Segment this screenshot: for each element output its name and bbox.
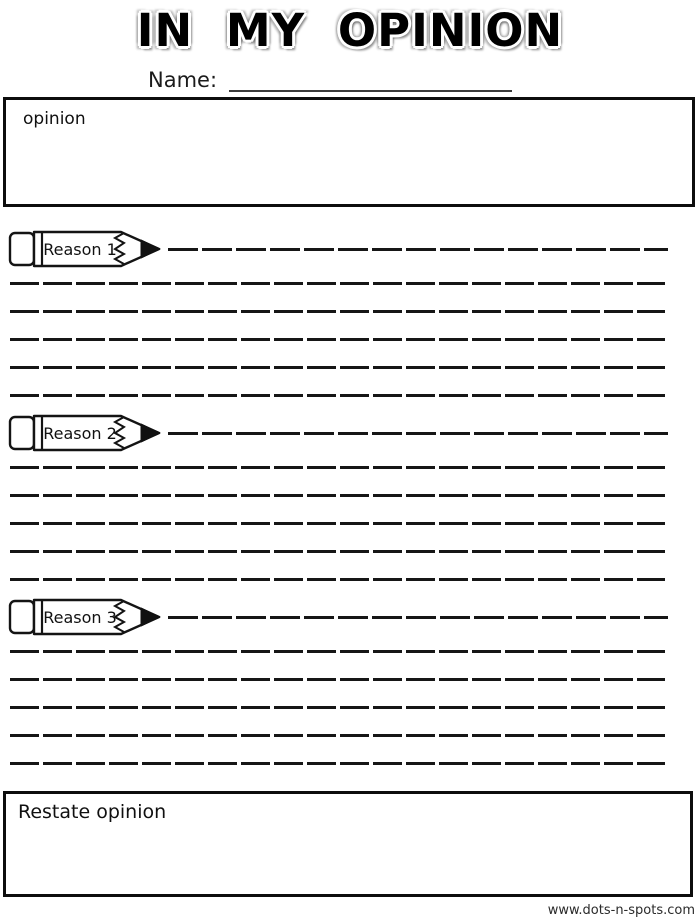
- pencil-icon: [8, 229, 162, 269]
- writing-line[interactable]: [10, 678, 665, 681]
- writing-line[interactable]: [10, 550, 665, 553]
- reason-section: [0, 597, 700, 765]
- writing-line[interactable]: [10, 466, 665, 469]
- writing-line[interactable]: [10, 706, 665, 709]
- reason-label: Reason 1: [43, 240, 117, 259]
- writing-lines: [0, 282, 700, 397]
- name-input-line[interactable]: [229, 66, 512, 92]
- reason-sections: [0, 229, 700, 765]
- reason-header: [8, 229, 700, 269]
- writing-line[interactable]: [10, 650, 665, 653]
- reason-label: Reason 3: [43, 608, 117, 627]
- writing-line[interactable]: [10, 734, 665, 737]
- reason-header-line[interactable]: [168, 248, 668, 251]
- writing-lines: [0, 650, 700, 765]
- reason-section: [0, 229, 700, 397]
- name-row: [148, 60, 700, 92]
- page-title: IN MY OPINION: [136, 4, 564, 57]
- pencil-icon: [8, 413, 162, 453]
- watermark-url: www.dots-n-spots.com: [547, 903, 695, 918]
- reason-label: Reason 2: [43, 424, 117, 443]
- reason-header: [8, 597, 700, 637]
- writing-line[interactable]: [10, 394, 665, 397]
- writing-lines: [0, 466, 700, 581]
- writing-line[interactable]: [10, 310, 665, 313]
- reason-header: [8, 413, 700, 453]
- writing-line[interactable]: [10, 762, 665, 765]
- pencil-icon: [8, 597, 162, 637]
- writing-line[interactable]: [10, 522, 665, 525]
- writing-line[interactable]: [10, 366, 665, 369]
- writing-line[interactable]: [10, 338, 665, 341]
- writing-line[interactable]: [10, 282, 665, 285]
- reason-section: [0, 413, 700, 581]
- name-label: Name:: [148, 68, 218, 92]
- opinion-box-label: opinion: [23, 109, 86, 129]
- writing-line[interactable]: [10, 578, 665, 581]
- reason-header-line[interactable]: [168, 616, 668, 619]
- reason-header-line[interactable]: [168, 432, 668, 435]
- writing-line[interactable]: [10, 494, 665, 497]
- restate-opinion-box[interactable]: [3, 791, 693, 897]
- opinion-box[interactable]: [3, 97, 695, 207]
- restate-opinion-label: Restate opinion: [18, 801, 167, 823]
